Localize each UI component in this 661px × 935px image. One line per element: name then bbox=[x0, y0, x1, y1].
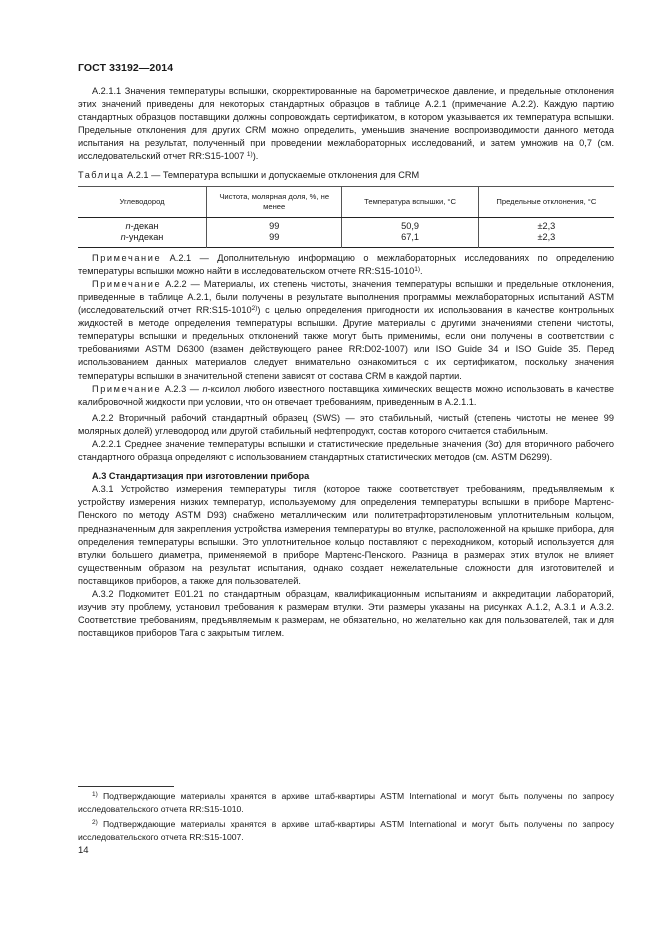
footnote-ref-2: 2) bbox=[251, 305, 258, 313]
note-a2-3 bbox=[78, 383, 614, 409]
note-a2-1 bbox=[78, 252, 614, 278]
footnote-mark: 2) bbox=[92, 819, 98, 826]
paragraph-a3-1: А.3.1 Устройство измерения температуры тигля (которое также соответствует требованиям, предъявляемым к устройству измерения низких температур, используемому для определения температуры вспышки в приборе Мартенс-Пенского по методу ASTM D93) снабжено металлическим или политетрафторэтиленовым уплотнительным кольцом, предназначенным для закрепления устройства измерения температуры во втулке, расположенной на крышке прибора, для определения температуры вспышки. Это уплотнительное кольцо поставляют с переходником, который используется для втулки большего диаметра, применяемой в приборе Мартенс-Пенского. Разница в размерах этих втулок не влияет существенным образом на результат испытания, однако создает нежелательные сложности для изготовителей и поставщиков приборов, а также для пользователей. bbox=[78, 484, 614, 586]
cell-deviation: ±2,3 bbox=[478, 232, 614, 247]
note-text: А.2.2 — Материалы, их степень чистоты, значения температуры вспышки и предельные отклонения, приведенные в таблице А.2.1, были получены в результате выполнения программы межлабораторных испытаний ASTM (исследовательский отчет RR:S15-1010 bbox=[78, 278, 614, 316]
footnote-divider bbox=[78, 786, 174, 787]
cell-flash-point: 67,1 bbox=[342, 232, 478, 247]
paragraph-a2-1-1-end: ). bbox=[252, 151, 259, 162]
footnote-ref-1: 1) bbox=[414, 265, 420, 273]
note-label: Примечание bbox=[92, 252, 162, 263]
table-row bbox=[78, 217, 614, 232]
col-header-deviation: Предельные отклонения, °С bbox=[478, 186, 614, 217]
footnote-1 bbox=[78, 790, 614, 815]
col-header-flash-point: Температура вспышки, °С bbox=[342, 186, 478, 217]
table-caption-text: А.2.1 — Температура вспышки и допускаемые отклонения для CRM bbox=[124, 169, 420, 180]
paragraph-a3-2: А.3.2 Подкомитет Е01.21 по стандартным образцам, квалификационным испытаниям и аккредитации лабораторий, изучив эту проблему, установил требования к размерам втулки. Эти размеры указаны на рисунках А.1.2, А.3.1 и А.3.2. Соответствие требованиям, предъявляемым к размерам, не обязательно, но желательно как для пользователей, так и для поставщиков приборов Тага с закрытым тиглем. bbox=[78, 589, 614, 639]
document-code-header: ГОСТ 33192—2014 bbox=[78, 62, 174, 74]
footnote-text: Подтверждающие материалы хранятся в архиве штаб-квартиры ASTM International и могут быть получены по запросу исследовательского отчета RR:S15-1007. bbox=[78, 819, 614, 842]
note-text-continued: ) с целью определения пригодности их использования в качестве контрольных жидкостей в методе определения температуры вспышки. Другие материалы с другими значениями степени чистоты, температуры вспышки и предельных отклонений также могут быть применимы, если они получены в соответствии с требованиями ASTM D6300 (взамен действующего ранее RR:D02-1007) или ISO Guide 34 и ISO Guide 35. Перед использованием данных материалов следует внимательно ознакомиться с их сертификатом, поскольку значения температуры вспышки в значительной степени зависят от состава CRM в каждой партии. bbox=[78, 305, 614, 381]
cell-name: -ундекан bbox=[125, 232, 164, 243]
section-heading-a3: А.3 Стандартизация при изготовлении прибора bbox=[92, 471, 310, 482]
col-header-purity: Чистота, молярная доля, %, не менее bbox=[207, 186, 342, 217]
table-caption bbox=[78, 169, 614, 182]
cell-purity: 99 bbox=[207, 232, 342, 247]
page-number: 14 bbox=[78, 845, 89, 856]
note-text: А.2.1 — Дополнительную информацию о межлабораторных исследованиях по определению температуры вспышки можно найти в исследовательском отчете RR:S15-1010 bbox=[78, 252, 614, 276]
note-text-continued: -ксилол любого известного поставщика химических веществ можно использовать в качестве калибровочной жидкости при условии, что он отвечает требованиям, приведенным в А.2.1.1. bbox=[78, 383, 614, 407]
paragraph-a2-2-1: А.2.2.1 Среднее значение температуры вспышки и статистические предельные значения (3σ) для вторичного рабочего стандартного образца определяют с использованием стандартных статистических методов (см. ASTM D6299). bbox=[78, 438, 614, 463]
cell-hydrocarbon bbox=[78, 217, 207, 232]
note-label: Примечание bbox=[92, 383, 162, 394]
paragraph-a2-1-1 bbox=[78, 85, 614, 164]
footnote-2 bbox=[78, 818, 614, 843]
note-end: . bbox=[420, 265, 423, 276]
cell-prefix: n bbox=[125, 220, 131, 231]
paragraph-a2-2: А.2.2 Вторичный рабочий стандартный образец (SWS) — это стабильный, чистый (степень чистоты не менее 99 молярных долей) углеводород или другой стабильный нефтепродукт, состав которого считается стабильным. bbox=[78, 412, 614, 436]
cell-flash-point: 50,9 bbox=[342, 217, 478, 232]
footnotes bbox=[78, 790, 614, 843]
note-text: А.2.3 — bbox=[161, 383, 203, 394]
paragraph-a2-1-1-text: А.2.1.1 Значения температуры вспышки, скорректированные на барометрическое давление, и предельные отклонения этих значений приведены для некоторых стандартных образцов в таблице А.2.1 (примечание А.2.2). Каждую партию стандартных образцов поставщики должны сопровождать сертификатом, в котором указывается их температура вспышки. Предельные отклонения для других CRM можно определить, уменьшив значение воспроизводимости данного метода испытания на результат, полученный при проведении межлабораторных исследований, и затем умножив на 0,7 (см. исследовательский отчет RR:S15-1007 bbox=[78, 86, 614, 162]
table-header-row bbox=[78, 186, 614, 217]
footnote-ref-1: 1) bbox=[246, 151, 253, 159]
note-a2-2 bbox=[78, 278, 614, 383]
footnote-mark: 1) bbox=[92, 791, 98, 798]
cell-name: -декан bbox=[130, 220, 159, 231]
cell-hydrocarbon bbox=[78, 232, 207, 247]
cell-deviation: ±2,3 bbox=[478, 217, 614, 232]
cell-prefix: n bbox=[120, 232, 126, 243]
page-body bbox=[78, 85, 614, 640]
table-row bbox=[78, 232, 614, 247]
col-header-hydrocarbon: Углеводород bbox=[78, 186, 207, 217]
footnote-text: Подтверждающие материалы хранятся в архиве штаб-квартиры ASTM International и могут быть получены по запросу исследовательского отчета RR:S15-1010. bbox=[78, 791, 614, 814]
cell-purity: 99 bbox=[207, 217, 342, 232]
note-label: Примечание bbox=[92, 278, 162, 289]
crm-table bbox=[78, 186, 614, 248]
table-caption-lead: Таблица bbox=[78, 169, 125, 180]
note-italic-prefix: n bbox=[202, 383, 208, 394]
